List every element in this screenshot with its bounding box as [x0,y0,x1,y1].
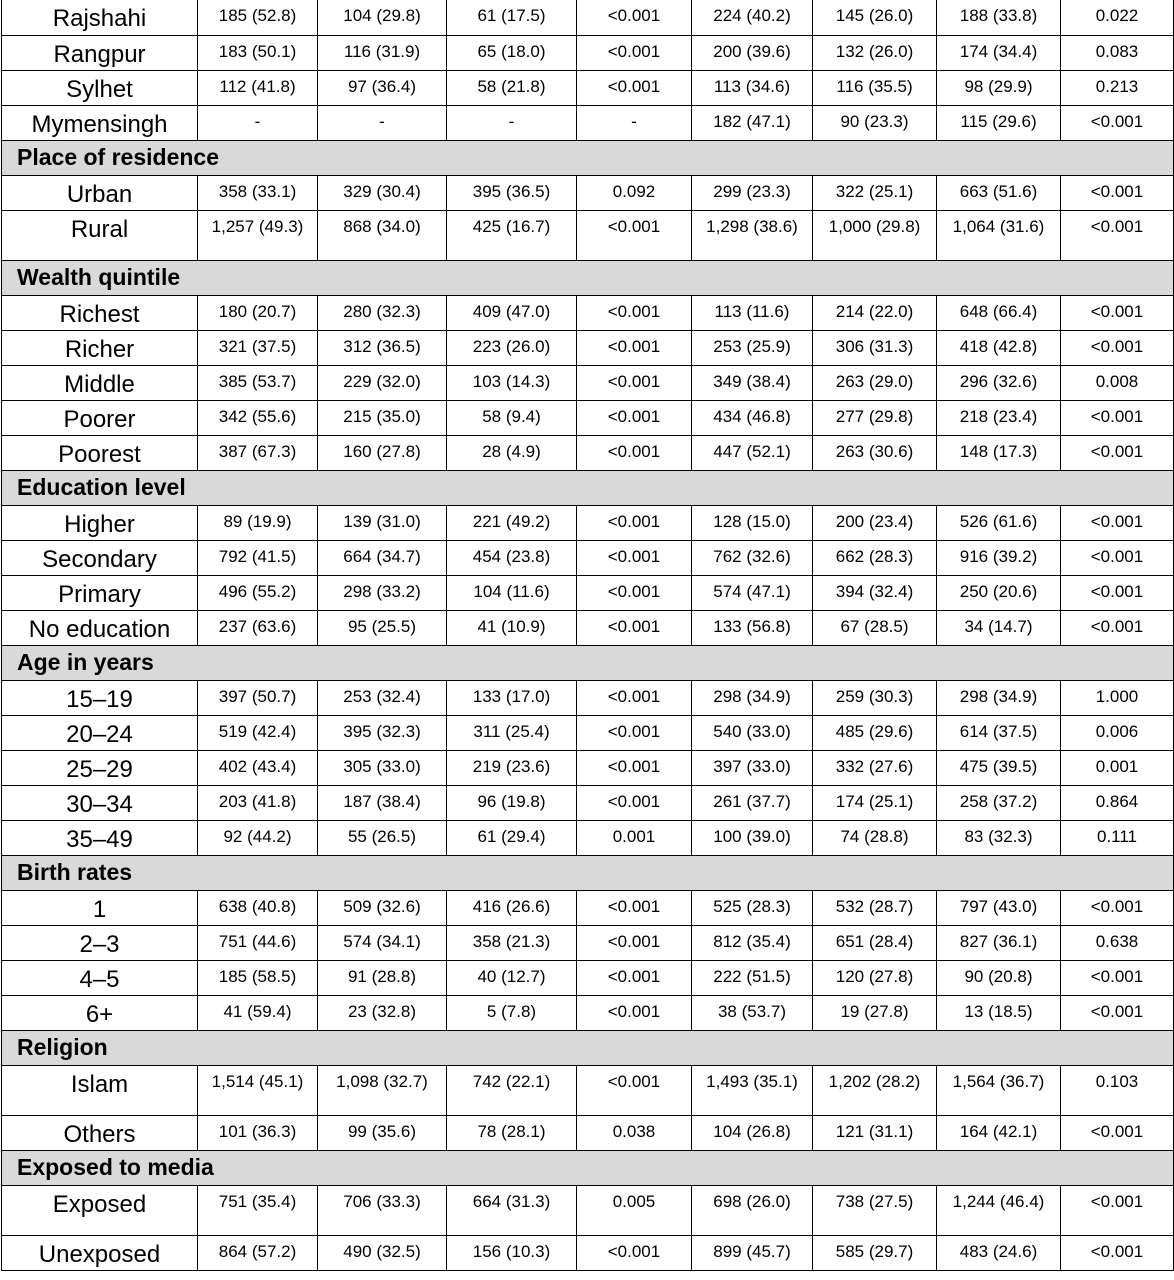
table-cell: 483 (24.6) [937,1235,1061,1270]
table-cell: 864 (57.2) [198,1235,318,1270]
row-label: 1 [2,890,198,925]
table-cell: 78 (28.1) [447,1115,577,1150]
table-cell: 133 (17.0) [447,680,577,715]
table-cell: 1,564 (36.7) [937,1065,1061,1115]
table-cell: 664 (31.3) [447,1185,577,1235]
section-heading-row [2,140,1174,175]
table-cell: 797 (43.0) [937,890,1061,925]
table-cell: 0.001 [1061,750,1174,785]
table-cell: 104 (29.8) [318,0,447,35]
data-table [1,0,1174,1271]
table-cell: 90 (23.3) [813,105,937,140]
table-cell: 253 (32.4) [318,680,447,715]
table-cell: 899 (45.7) [692,1235,813,1270]
table-cell: - [318,105,447,140]
table-row [2,820,1174,855]
row-label: Rajshahi [2,0,198,35]
row-label: Middle [2,365,198,400]
table-cell: 540 (33.0) [692,715,813,750]
table-cell: 121 (31.1) [813,1115,937,1150]
table-cell: 214 (22.0) [813,295,937,330]
table-cell: 397 (33.0) [692,750,813,785]
table-cell: <0.001 [577,925,692,960]
table-cell: 395 (32.3) [318,715,447,750]
table-cell: 574 (47.1) [692,575,813,610]
table-cell: 132 (26.0) [813,35,937,70]
table-cell: 97 (36.4) [318,70,447,105]
table-cell: 145 (26.0) [813,0,937,35]
row-label: 2–3 [2,925,198,960]
table-row [2,715,1174,750]
table-cell: 113 (34.6) [692,70,813,105]
row-label: 15–19 [2,680,198,715]
table-cell: 296 (32.6) [937,365,1061,400]
table-cell: 298 (34.9) [937,680,1061,715]
table-cell: 490 (32.5) [318,1235,447,1270]
table-cell: <0.001 [577,365,692,400]
table-cell: 1,098 (32.7) [318,1065,447,1115]
table-cell: <0.001 [1061,575,1174,610]
table-cell: 387 (67.3) [198,435,318,470]
table-cell: 58 (9.4) [447,400,577,435]
table-cell: 706 (33.3) [318,1185,447,1235]
table-cell: 41 (59.4) [198,995,318,1030]
table-cell: 174 (25.1) [813,785,937,820]
row-label: Exposed [2,1185,198,1235]
table-cell: 475 (39.5) [937,750,1061,785]
table-cell: <0.001 [577,680,692,715]
table-cell: <0.001 [577,785,692,820]
row-label: Urban [2,175,198,210]
table-cell: 321 (37.5) [198,330,318,365]
table-cell: <0.001 [1061,890,1174,925]
table-cell: <0.001 [577,1235,692,1270]
section-heading: Exposed to media [2,1150,1174,1185]
table-cell: 58 (21.8) [447,70,577,105]
table-cell: <0.001 [1061,1185,1174,1235]
table-cell: 812 (35.4) [692,925,813,960]
table-cell: - [447,105,577,140]
table-cell: 92 (44.2) [198,820,318,855]
table-row [2,400,1174,435]
section-heading-row [2,1030,1174,1065]
table-cell: <0.001 [577,995,692,1030]
table-cell: 0.005 [577,1185,692,1235]
table-cell: 585 (29.7) [813,1235,937,1270]
section-heading-row [2,855,1174,890]
row-label: 20–24 [2,715,198,750]
table-cell: 409 (47.0) [447,295,577,330]
table-cell: <0.001 [577,610,692,645]
table-cell: 0.083 [1061,35,1174,70]
row-label: Sylhet [2,70,198,105]
table-cell: 222 (51.5) [692,960,813,995]
section-heading: Religion [2,1030,1174,1065]
table-cell: 332 (27.6) [813,750,937,785]
table-cell: 0.103 [1061,1065,1174,1115]
table-cell: 827 (36.1) [937,925,1061,960]
table-cell: 485 (29.6) [813,715,937,750]
table-row [2,35,1174,70]
table-cell: - [198,105,318,140]
table-cell: 1,493 (35.1) [692,1065,813,1115]
row-label: Poorer [2,400,198,435]
table-cell: 1,064 (31.6) [937,210,1061,260]
row-label: 4–5 [2,960,198,995]
table-cell: 104 (26.8) [692,1115,813,1150]
table-cell: 526 (61.6) [937,505,1061,540]
table-cell: 5 (7.8) [447,995,577,1030]
table-cell: 139 (31.0) [318,505,447,540]
table-cell: <0.001 [1061,105,1174,140]
table-cell: 113 (11.6) [692,295,813,330]
table-row [2,960,1174,995]
table-row [2,1235,1174,1270]
table-cell: 638 (40.8) [198,890,318,925]
table-cell: 0.864 [1061,785,1174,820]
table-cell: 329 (30.4) [318,175,447,210]
table-cell: 0.092 [577,175,692,210]
table-cell: 250 (20.6) [937,575,1061,610]
table-row [2,70,1174,105]
table-cell: <0.001 [1061,400,1174,435]
table-cell: 648 (66.4) [937,295,1061,330]
row-label: Islam [2,1065,198,1115]
table-cell: 259 (30.3) [813,680,937,715]
table-cell: 19 (27.8) [813,995,937,1030]
table-cell: <0.001 [1061,210,1174,260]
row-label: Richer [2,330,198,365]
table-cell: 100 (39.0) [692,820,813,855]
row-label: 6+ [2,995,198,1030]
table-cell: 253 (25.9) [692,330,813,365]
table-cell: 1,514 (45.1) [198,1065,318,1115]
table-cell: 509 (32.6) [318,890,447,925]
table-cell: 261 (37.7) [692,785,813,820]
table-cell: 306 (31.3) [813,330,937,365]
row-label: Mymensingh [2,105,198,140]
table-cell: 38 (53.7) [692,995,813,1030]
table-cell: 342 (55.6) [198,400,318,435]
table-cell: 74 (28.8) [813,820,937,855]
table-cell: <0.001 [577,0,692,35]
section-heading-row [2,1150,1174,1185]
table-cell: 349 (38.4) [692,365,813,400]
table-cell: 738 (27.5) [813,1185,937,1235]
table-cell: 133 (56.8) [692,610,813,645]
table-cell: <0.001 [1061,505,1174,540]
table-cell: 40 (12.7) [447,960,577,995]
table-cell: 183 (50.1) [198,35,318,70]
table-cell: 311 (25.4) [447,715,577,750]
section-heading: Education level [2,470,1174,505]
table-cell: 358 (33.1) [198,175,318,210]
section-heading: Age in years [2,645,1174,680]
table-cell: 447 (52.1) [692,435,813,470]
table-cell: <0.001 [577,210,692,260]
section-heading-row [2,260,1174,295]
table-cell: 219 (23.6) [447,750,577,785]
table-row [2,750,1174,785]
table-cell: 385 (53.7) [198,365,318,400]
table-cell: 0.638 [1061,925,1174,960]
table-row [2,1065,1174,1115]
table-row [2,785,1174,820]
table-cell: 525 (28.3) [692,890,813,925]
table-cell: 277 (29.8) [813,400,937,435]
row-label: Rural [2,210,198,260]
table-cell: 751 (35.4) [198,1185,318,1235]
table-cell: 96 (19.8) [447,785,577,820]
table-cell: <0.001 [1061,1115,1174,1150]
table-cell: 1.000 [1061,680,1174,715]
row-label: No education [2,610,198,645]
table-row [2,575,1174,610]
table-cell: <0.001 [577,70,692,105]
row-label: Rangpur [2,35,198,70]
table-cell: 402 (43.4) [198,750,318,785]
table-cell: 98 (29.9) [937,70,1061,105]
table-cell: 751 (44.6) [198,925,318,960]
table-cell: 116 (31.9) [318,35,447,70]
table-cell: 90 (20.8) [937,960,1061,995]
table-row [2,0,1174,35]
table-cell: 322 (25.1) [813,175,937,210]
table-row [2,1185,1174,1235]
table-cell: <0.001 [577,1065,692,1115]
table-row [2,1115,1174,1150]
table-cell: 358 (21.3) [447,925,577,960]
table-cell: 305 (33.0) [318,750,447,785]
table-row [2,890,1174,925]
table-cell: 0.001 [577,820,692,855]
table-cell: 263 (30.6) [813,435,937,470]
table-row [2,210,1174,260]
table-cell: 185 (58.5) [198,960,318,995]
table-cell: 792 (41.5) [198,540,318,575]
table-cell: 215 (35.0) [318,400,447,435]
table-row [2,175,1174,210]
table-cell: 65 (18.0) [447,35,577,70]
table-row [2,365,1174,400]
table-cell: 0.213 [1061,70,1174,105]
table-cell: 395 (36.5) [447,175,577,210]
table-row [2,925,1174,960]
table-cell: 148 (17.3) [937,435,1061,470]
table-cell: 61 (29.4) [447,820,577,855]
table-cell: <0.001 [577,715,692,750]
row-label: Poorest [2,435,198,470]
row-label: 25–29 [2,750,198,785]
table-cell: 99 (35.6) [318,1115,447,1150]
table-row [2,105,1174,140]
table-body [2,0,1174,1270]
table-cell: 13 (18.5) [937,995,1061,1030]
table-cell: <0.001 [1061,960,1174,995]
table-cell: 203 (41.8) [198,785,318,820]
table-cell: <0.001 [577,750,692,785]
table-cell: 187 (38.4) [318,785,447,820]
table-cell: 762 (32.6) [692,540,813,575]
table-cell: 112 (41.8) [198,70,318,105]
table-cell: 663 (51.6) [937,175,1061,210]
row-label: 30–34 [2,785,198,820]
table-cell: 280 (32.3) [318,295,447,330]
table-cell: 95 (25.5) [318,610,447,645]
table-cell: 180 (20.7) [198,295,318,330]
table-cell: 0.022 [1061,0,1174,35]
table-cell: 664 (34.7) [318,540,447,575]
table-cell: 1,244 (46.4) [937,1185,1061,1235]
table-cell: 698 (26.0) [692,1185,813,1235]
table-row [2,295,1174,330]
table-cell: 67 (28.5) [813,610,937,645]
table-cell: 532 (28.7) [813,890,937,925]
table-cell: 185 (52.8) [198,0,318,35]
table-cell: 115 (29.6) [937,105,1061,140]
table-cell: 574 (34.1) [318,925,447,960]
table-cell: 224 (40.2) [692,0,813,35]
table-cell: 89 (19.9) [198,505,318,540]
table-cell: 742 (22.1) [447,1065,577,1115]
table-cell: 312 (36.5) [318,330,447,365]
table-cell: <0.001 [1061,435,1174,470]
table-cell: <0.001 [1061,995,1174,1030]
table-cell: 298 (33.2) [318,575,447,610]
table-cell: 614 (37.5) [937,715,1061,750]
row-label: Unexposed [2,1235,198,1270]
table-row [2,330,1174,365]
table-cell: 218 (23.4) [937,400,1061,435]
table-cell: <0.001 [577,400,692,435]
section-heading: Wealth quintile [2,260,1174,295]
table-cell: 434 (46.8) [692,400,813,435]
table-row [2,435,1174,470]
table-cell: 237 (63.6) [198,610,318,645]
row-label: Others [2,1115,198,1150]
table-cell: 0.006 [1061,715,1174,750]
table-cell: 101 (36.3) [198,1115,318,1150]
table-cell: 418 (42.8) [937,330,1061,365]
table-cell: 41 (10.9) [447,610,577,645]
section-heading: Birth rates [2,855,1174,890]
table-cell: <0.001 [577,505,692,540]
table-cell: <0.001 [577,575,692,610]
table-cell: 1,202 (28.2) [813,1065,937,1115]
table-cell: 200 (39.6) [692,35,813,70]
table-cell: 103 (14.3) [447,365,577,400]
table-cell: 651 (28.4) [813,925,937,960]
row-label: Secondary [2,540,198,575]
table-cell: 1,298 (38.6) [692,210,813,260]
table-cell: 23 (32.8) [318,995,447,1030]
table-cell: 120 (27.8) [813,960,937,995]
table-cell: 116 (35.5) [813,70,937,105]
table-cell: 55 (26.5) [318,820,447,855]
table-cell: 34 (14.7) [937,610,1061,645]
table-cell: 61 (17.5) [447,0,577,35]
table-cell: 200 (23.4) [813,505,937,540]
table-cell: 868 (34.0) [318,210,447,260]
table-cell: 298 (34.9) [692,680,813,715]
table-cell: 454 (23.8) [447,540,577,575]
row-label: 35–49 [2,820,198,855]
table-cell: 416 (26.6) [447,890,577,925]
table-cell: 174 (34.4) [937,35,1061,70]
table-row [2,540,1174,575]
table-cell: 425 (16.7) [447,210,577,260]
row-label: Richest [2,295,198,330]
table-cell: <0.001 [1061,1235,1174,1270]
table-cell: 299 (23.3) [692,175,813,210]
table-cell: 83 (32.3) [937,820,1061,855]
table-cell: 223 (26.0) [447,330,577,365]
table-cell: <0.001 [577,435,692,470]
table-cell: 160 (27.8) [318,435,447,470]
table-cell: 128 (15.0) [692,505,813,540]
table-cell: <0.001 [577,330,692,365]
table-cell: 397 (50.7) [198,680,318,715]
table-row [2,505,1174,540]
table-cell: <0.001 [577,295,692,330]
row-label: Primary [2,575,198,610]
table-cell: 0.111 [1061,820,1174,855]
table-cell: 0.008 [1061,365,1174,400]
table-row [2,680,1174,715]
section-heading-row [2,645,1174,680]
section-heading-row [2,470,1174,505]
table-cell: <0.001 [1061,610,1174,645]
table-cell: <0.001 [1061,330,1174,365]
table-cell: 91 (28.8) [318,960,447,995]
table-cell: 662 (28.3) [813,540,937,575]
table-row [2,995,1174,1030]
table-cell: 1,257 (49.3) [198,210,318,260]
table-cell: <0.001 [577,540,692,575]
table-cell: 164 (42.1) [937,1115,1061,1150]
section-heading: Place of residence [2,140,1174,175]
table-cell: 496 (55.2) [198,575,318,610]
row-label: Higher [2,505,198,540]
table-cell: 28 (4.9) [447,435,577,470]
table-cell: <0.001 [577,890,692,925]
table-cell: <0.001 [577,35,692,70]
table-cell: 263 (29.0) [813,365,937,400]
table-cell: 221 (49.2) [447,505,577,540]
table-cell: <0.001 [1061,540,1174,575]
table-cell: <0.001 [1061,295,1174,330]
table-cell: 104 (11.6) [447,575,577,610]
table-cell: 156 (10.3) [447,1235,577,1270]
table-cell: <0.001 [577,960,692,995]
table-row [2,610,1174,645]
table-cell: 258 (37.2) [937,785,1061,820]
table-cell: <0.001 [1061,175,1174,210]
table-cell: 188 (33.8) [937,0,1061,35]
table-cell: 229 (32.0) [318,365,447,400]
table-cell: 519 (42.4) [198,715,318,750]
table-cell: 0.038 [577,1115,692,1150]
table-cell: 394 (32.4) [813,575,937,610]
table-cell: - [577,105,692,140]
table-cell: 1,000 (29.8) [813,210,937,260]
table-cell: 916 (39.2) [937,540,1061,575]
table-cell: 182 (47.1) [692,105,813,140]
